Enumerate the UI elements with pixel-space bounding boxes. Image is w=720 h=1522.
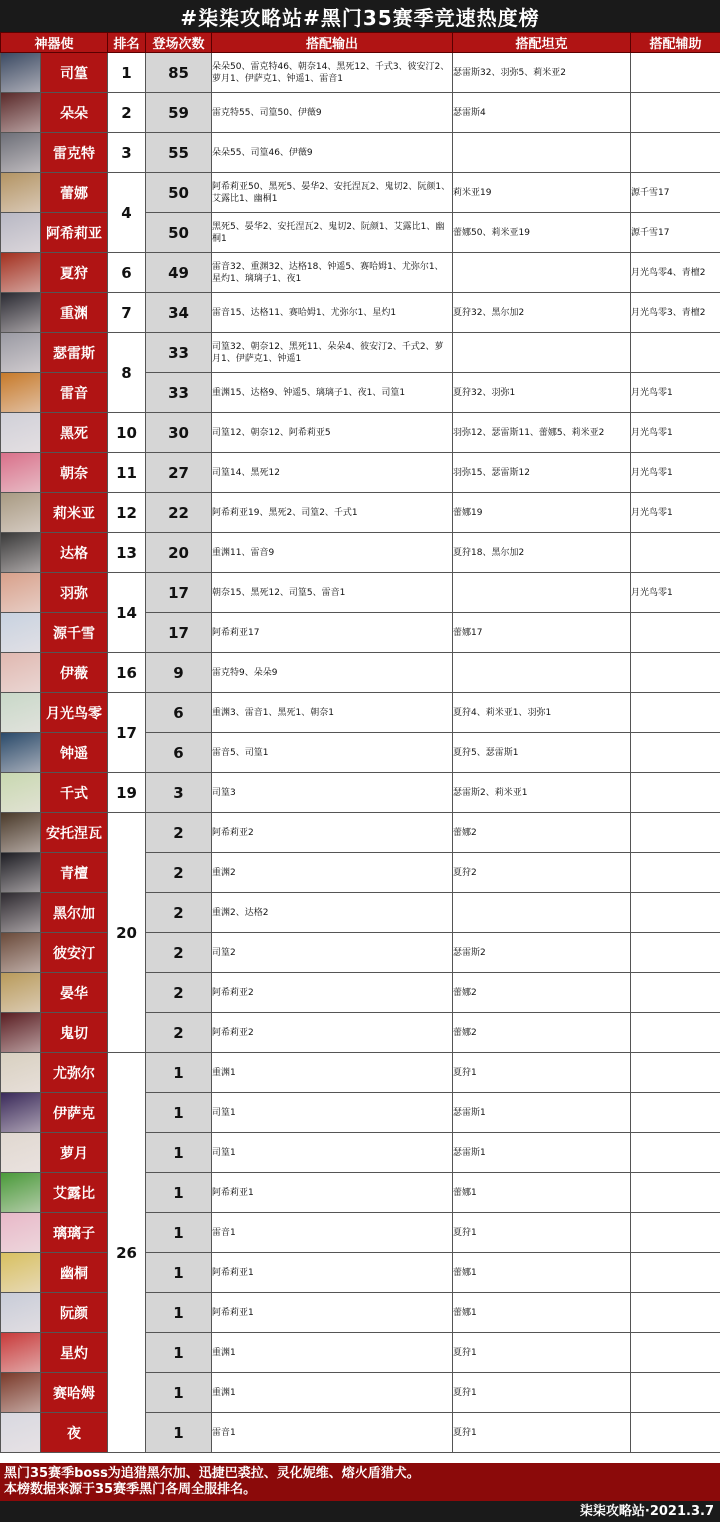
appearance-count: 27 (146, 453, 212, 493)
support-partners (631, 773, 720, 813)
dps-partners: 司篁12、朝奈12、阿希莉亚5 (212, 413, 453, 453)
tank-partners (453, 133, 631, 173)
tank-partners: 羽弥12、瑟雷斯11、蕾娜5、莉米亚2 (453, 413, 631, 453)
appearance-count: 1 (146, 1173, 212, 1213)
appearance-count: 1 (146, 1133, 212, 1173)
character-name: 源千雪 (41, 613, 108, 653)
dps-partners: 雷音1 (212, 1413, 453, 1453)
rank-number: 10 (108, 413, 146, 453)
table-row (1, 693, 720, 733)
avatar-portrait-icon (1, 533, 41, 572)
tank-partners: 羽弥15、瑟雷斯12 (453, 453, 631, 493)
footer-note (0, 1463, 720, 1501)
ranking-table (0, 32, 720, 1453)
avatar-portrait-icon (1, 573, 41, 612)
appearance-count: 59 (146, 93, 212, 133)
avatar-portrait-icon (1, 213, 41, 252)
avatar-portrait-icon (1, 773, 41, 812)
dps-partners: 司篁3 (212, 773, 453, 813)
support-partners (631, 133, 720, 173)
support-partners (631, 1013, 720, 1053)
appearance-count: 50 (146, 213, 212, 253)
support-partners (631, 1373, 720, 1413)
table-row (1, 453, 720, 493)
character-name: 朵朵 (41, 93, 108, 133)
tank-partners: 蕾娜1 (453, 1253, 631, 1293)
appearance-count: 9 (146, 653, 212, 693)
tank-partners: 蕾娜2 (453, 1013, 631, 1053)
tank-partners: 蕾娜50、莉米亚19 (453, 213, 631, 253)
support-partners (631, 533, 720, 573)
character-name: 彼安汀 (41, 933, 108, 973)
appearance-count: 1 (146, 1053, 212, 1093)
support-partners (631, 893, 720, 933)
avatar-portrait-icon (1, 1093, 41, 1132)
avatar (1, 693, 41, 733)
page-title: #柒柒攻略站#黑门35赛季竞速热度榜 (0, 0, 720, 32)
appearance-count: 1 (146, 1293, 212, 1333)
header-rank: 排名 (108, 33, 146, 53)
character-name: 赛哈姆 (41, 1373, 108, 1413)
avatar (1, 1053, 41, 1093)
support-partners (631, 853, 720, 893)
avatar-portrait-icon (1, 1253, 41, 1292)
support-partners: 月光鸟零1 (631, 453, 720, 493)
avatar (1, 333, 41, 373)
avatar-portrait-icon (1, 1173, 41, 1212)
table-header-row (1, 33, 720, 53)
character-name: 艾露比 (41, 1173, 108, 1213)
dps-partners: 司篁32、朝奈12、黑死11、朵朵4、彼安汀2、千式2、萝月1、伊萨克1、钟遥1 (212, 333, 453, 373)
avatar-portrait-icon (1, 333, 41, 372)
dps-partners: 雷音32、重渊32、达格18、钟遥5、赛哈姆1、尤弥尔1、星灼1、璃璃子1、夜1 (212, 253, 453, 293)
support-partners: 月光鸟零3、青檀2 (631, 293, 720, 333)
tank-partners: 蕾娜2 (453, 813, 631, 853)
dps-partners: 阿希莉亚1 (212, 1293, 453, 1333)
support-partners (631, 973, 720, 1013)
character-name: 莉米亚 (41, 493, 108, 533)
support-partners (631, 1333, 720, 1373)
appearance-count: 1 (146, 1213, 212, 1253)
dps-partners: 司篁1 (212, 1093, 453, 1133)
avatar-portrait-icon (1, 453, 41, 492)
dps-partners: 雷克特55、司篁50、伊薇9 (212, 93, 453, 133)
avatar (1, 1013, 41, 1053)
dps-partners: 阿希莉亚2 (212, 813, 453, 853)
rank-number: 14 (108, 573, 146, 653)
support-partners: 月光鸟零1 (631, 493, 720, 533)
table-row (1, 293, 720, 333)
tank-partners (453, 893, 631, 933)
tank-partners: 夏狩1 (453, 1053, 631, 1093)
character-name: 夜 (41, 1413, 108, 1453)
appearance-count: 1 (146, 1413, 212, 1453)
avatar (1, 373, 41, 413)
table-row (1, 573, 720, 613)
support-partners (631, 93, 720, 133)
character-name: 黑死 (41, 413, 108, 453)
dps-partners: 司篁14、黑死12 (212, 453, 453, 493)
support-partners (631, 653, 720, 693)
character-name: 重渊 (41, 293, 108, 333)
support-partners (631, 1093, 720, 1133)
tank-partners (453, 333, 631, 373)
character-name: 鬼切 (41, 1013, 108, 1053)
appearance-count: 6 (146, 693, 212, 733)
appearance-count: 1 (146, 1093, 212, 1133)
support-partners (631, 1173, 720, 1213)
avatar (1, 1413, 41, 1453)
avatar-portrait-icon (1, 93, 41, 132)
dps-partners: 朝奈15、黑死12、司篁5、雷音1 (212, 573, 453, 613)
credit-text: 柒柒攻略站·2021.3.7 (0, 1501, 720, 1522)
appearance-count: 17 (146, 613, 212, 653)
table-row (1, 533, 720, 573)
table-row (1, 413, 720, 453)
avatar-portrait-icon (1, 1213, 41, 1252)
tank-partners: 夏狩1 (453, 1373, 631, 1413)
rank-number: 11 (108, 453, 146, 493)
support-partners (631, 1213, 720, 1253)
dps-partners: 重渊3、雷音1、黑死1、朝奈1 (212, 693, 453, 733)
dps-partners: 黑死5、晏华2、安托涅瓦2、鬼切2、阮颜1、艾露比1、幽桐1 (212, 213, 453, 253)
rank-number: 3 (108, 133, 146, 173)
dps-partners: 阿希莉亚50、黑死5、晏华2、安托涅瓦2、鬼切2、阮颜1、艾露比1、幽桐1 (212, 173, 453, 213)
dps-partners: 阿希莉亚2 (212, 973, 453, 1013)
support-partners (631, 1133, 720, 1173)
table-row (1, 493, 720, 533)
avatar-portrait-icon (1, 1053, 41, 1092)
avatar (1, 1253, 41, 1293)
avatar-portrait-icon (1, 53, 41, 92)
character-name: 萝月 (41, 1133, 108, 1173)
tank-partners: 夏狩1 (453, 1213, 631, 1253)
avatar-portrait-icon (1, 1013, 41, 1052)
rank-number: 19 (108, 773, 146, 813)
dps-partners: 阿希莉亚19、黑死2、司篁2、千式1 (212, 493, 453, 533)
tank-partners (453, 573, 631, 613)
avatar (1, 533, 41, 573)
character-name: 阿希莉亚 (41, 213, 108, 253)
tank-partners: 夏狩1 (453, 1413, 631, 1453)
avatar-portrait-icon (1, 653, 41, 692)
avatar-portrait-icon (1, 613, 41, 652)
avatar-portrait-icon (1, 493, 41, 532)
avatar (1, 293, 41, 333)
avatar-portrait-icon (1, 293, 41, 332)
appearance-count: 2 (146, 973, 212, 1013)
tank-partners: 夏狩32、黑尔加2 (453, 293, 631, 333)
header-support: 搭配辅助 (631, 33, 720, 53)
avatar (1, 1373, 41, 1413)
tank-partners: 夏狩2 (453, 853, 631, 893)
tank-partners: 瑟雷斯4 (453, 93, 631, 133)
avatar (1, 413, 41, 453)
header-dps: 搭配输出 (212, 33, 453, 53)
support-partners (631, 733, 720, 773)
rank-number: 2 (108, 93, 146, 133)
character-name: 羽弥 (41, 573, 108, 613)
character-name: 青檀 (41, 853, 108, 893)
avatar-portrait-icon (1, 1333, 41, 1372)
dps-partners: 雷克特9、朵朵9 (212, 653, 453, 693)
avatar-portrait-icon (1, 373, 41, 412)
table-row (1, 173, 720, 213)
avatar-portrait-icon (1, 853, 41, 892)
table-row (1, 653, 720, 693)
character-name: 伊萨克 (41, 1093, 108, 1133)
dps-partners: 重渊11、雷音9 (212, 533, 453, 573)
avatar (1, 733, 41, 773)
avatar-portrait-icon (1, 413, 41, 452)
tank-partners: 夏狩4、莉米亚1、羽弥1 (453, 693, 631, 733)
avatar-portrait-icon (1, 173, 41, 212)
tank-partners: 瑟雷斯1 (453, 1133, 631, 1173)
character-name: 雷音 (41, 373, 108, 413)
tank-partners: 瑟雷斯1 (453, 1093, 631, 1133)
dps-partners: 阿希莉亚17 (212, 613, 453, 653)
appearance-count: 2 (146, 893, 212, 933)
tank-partners: 蕾娜1 (453, 1293, 631, 1333)
tank-partners: 夏狩18、黑尔加2 (453, 533, 631, 573)
table-row (1, 1053, 720, 1093)
avatar (1, 1333, 41, 1373)
dps-partners: 重渊15、达格9、钟遥5、璃璃子1、夜1、司篁1 (212, 373, 453, 413)
character-name: 朝奈 (41, 453, 108, 493)
table-row (1, 813, 720, 853)
tank-partners: 蕾娜2 (453, 973, 631, 1013)
table-body (1, 53, 720, 1453)
avatar-portrait-icon (1, 133, 41, 172)
avatar-portrait-icon (1, 1413, 41, 1452)
support-partners: 月光鸟零1 (631, 373, 720, 413)
tank-partners: 夏狩1 (453, 1333, 631, 1373)
avatar (1, 573, 41, 613)
rank-number: 16 (108, 653, 146, 693)
rank-number: 8 (108, 333, 146, 413)
support-partners: 源千雪17 (631, 173, 720, 213)
tank-partners (453, 653, 631, 693)
tank-partners: 夏狩5、瑟雷斯1 (453, 733, 631, 773)
appearance-count: 49 (146, 253, 212, 293)
appearance-count: 17 (146, 573, 212, 613)
dps-partners: 雷音15、达格11、赛哈姆1、尤弥尔1、星灼1 (212, 293, 453, 333)
character-name: 安托涅瓦 (41, 813, 108, 853)
appearance-count: 33 (146, 333, 212, 373)
avatar (1, 1293, 41, 1333)
appearance-count: 1 (146, 1253, 212, 1293)
avatar (1, 453, 41, 493)
appearance-count: 85 (146, 53, 212, 93)
appearance-count: 55 (146, 133, 212, 173)
appearance-count: 1 (146, 1373, 212, 1413)
support-partners: 月光鸟零4、青檀2 (631, 253, 720, 293)
appearance-count: 6 (146, 733, 212, 773)
rank-number: 6 (108, 253, 146, 293)
header-tank: 搭配坦克 (453, 33, 631, 53)
dps-partners: 重渊2 (212, 853, 453, 893)
support-partners: 源千雪17 (631, 213, 720, 253)
tank-partners: 蕾娜1 (453, 1173, 631, 1213)
dps-partners: 重渊2、达格2 (212, 893, 453, 933)
support-partners (631, 53, 720, 93)
avatar-portrait-icon (1, 253, 41, 292)
dps-partners: 雷音5、司篁1 (212, 733, 453, 773)
dps-partners: 重渊1 (212, 1053, 453, 1093)
header-character: 神器使 (1, 33, 108, 53)
character-name: 星灼 (41, 1333, 108, 1373)
tank-partners: 莉米亚19 (453, 173, 631, 213)
dps-partners: 阿希莉亚1 (212, 1173, 453, 1213)
appearance-count: 3 (146, 773, 212, 813)
appearance-count: 33 (146, 373, 212, 413)
appearance-count: 22 (146, 493, 212, 533)
dps-partners: 重渊1 (212, 1333, 453, 1373)
avatar-portrait-icon (1, 893, 41, 932)
table-row (1, 773, 720, 813)
support-partners (631, 1293, 720, 1333)
dps-partners: 司篁1 (212, 1133, 453, 1173)
tank-partners: 夏狩32、羽弥1 (453, 373, 631, 413)
appearance-count: 2 (146, 813, 212, 853)
character-name: 司篁 (41, 53, 108, 93)
appearance-count: 50 (146, 173, 212, 213)
avatar-portrait-icon (1, 693, 41, 732)
support-partners (631, 333, 720, 373)
character-name: 达格 (41, 533, 108, 573)
tank-partners: 瑟雷斯2、莉米亚1 (453, 773, 631, 813)
avatar-portrait-icon (1, 1373, 41, 1412)
appearance-count: 2 (146, 1013, 212, 1053)
support-partners (631, 1253, 720, 1293)
rank-number: 7 (108, 293, 146, 333)
rank-number: 12 (108, 493, 146, 533)
support-partners (631, 1053, 720, 1093)
tank-partners: 蕾娜17 (453, 613, 631, 653)
rank-number: 26 (108, 1053, 146, 1453)
table-row (1, 333, 720, 373)
header-count: 登场次数 (146, 33, 212, 53)
character-name: 黑尔加 (41, 893, 108, 933)
avatar-portrait-icon (1, 933, 41, 972)
avatar (1, 493, 41, 533)
avatar-portrait-icon (1, 733, 41, 772)
appearance-count: 34 (146, 293, 212, 333)
character-name: 月光鸟零 (41, 693, 108, 733)
support-partners (631, 933, 720, 973)
footer-line-boss: 黑门35赛季boss为追猎黑尔加、迅捷巴裘拉、灵化妮维、熔火盾猎犬。 (4, 1466, 420, 1481)
avatar-portrait-icon (1, 1133, 41, 1172)
avatar (1, 853, 41, 893)
character-name: 阮颜 (41, 1293, 108, 1333)
rank-number: 1 (108, 53, 146, 93)
character-name: 尤弥尔 (41, 1053, 108, 1093)
appearance-count: 1 (146, 1333, 212, 1373)
table-row (1, 53, 720, 93)
rank-number: 20 (108, 813, 146, 1053)
avatar (1, 613, 41, 653)
avatar (1, 973, 41, 1013)
avatar (1, 773, 41, 813)
avatar (1, 1213, 41, 1253)
dps-partners: 雷音1 (212, 1213, 453, 1253)
table-row (1, 133, 720, 173)
dps-partners: 朵朵55、司篁46、伊薇9 (212, 133, 453, 173)
table-row (1, 253, 720, 293)
support-partners (631, 813, 720, 853)
avatar (1, 133, 41, 173)
character-name: 千式 (41, 773, 108, 813)
dps-partners: 阿希莉亚2 (212, 1013, 453, 1053)
rank-number: 17 (108, 693, 146, 773)
tank-partners (453, 253, 631, 293)
appearance-count: 30 (146, 413, 212, 453)
avatar (1, 1093, 41, 1133)
avatar-portrait-icon (1, 973, 41, 1012)
character-name: 夏狩 (41, 253, 108, 293)
avatar (1, 933, 41, 973)
character-name: 璃璃子 (41, 1213, 108, 1253)
character-name: 钟遥 (41, 733, 108, 773)
avatar (1, 173, 41, 213)
avatar (1, 93, 41, 133)
avatar (1, 813, 41, 853)
table-row (1, 93, 720, 133)
support-partners: 月光鸟零1 (631, 573, 720, 613)
tank-partners: 瑟雷斯2 (453, 933, 631, 973)
character-name: 晏华 (41, 973, 108, 1013)
character-name: 伊薇 (41, 653, 108, 693)
avatar-portrait-icon (1, 813, 41, 852)
avatar (1, 1173, 41, 1213)
avatar (1, 893, 41, 933)
support-partners (631, 693, 720, 733)
avatar (1, 1133, 41, 1173)
appearance-count: 2 (146, 853, 212, 893)
support-partners: 月光鸟零1 (631, 413, 720, 453)
support-partners (631, 1413, 720, 1453)
dps-partners: 司篁2 (212, 933, 453, 973)
character-name: 雷克特 (41, 133, 108, 173)
appearance-count: 20 (146, 533, 212, 573)
character-name: 幽桐 (41, 1253, 108, 1293)
dps-partners: 朵朵50、雷克特46、朝奈14、黑死12、千式3、彼安汀2、萝月1、伊萨克1、钟遥1、雷音1 (212, 53, 453, 93)
tank-partners: 瑟雷斯32、羽弥5、莉米亚2 (453, 53, 631, 93)
avatar (1, 213, 41, 253)
rank-number: 13 (108, 533, 146, 573)
avatar (1, 253, 41, 293)
footer-line-source: 本榜数据来源于35赛季黑门各周全服排名。 (4, 1482, 257, 1497)
avatar-portrait-icon (1, 1293, 41, 1332)
avatar (1, 53, 41, 93)
character-name: 瑟雷斯 (41, 333, 108, 373)
rank-number: 4 (108, 173, 146, 253)
dps-partners: 阿希莉亚1 (212, 1253, 453, 1293)
support-partners (631, 613, 720, 653)
tank-partners: 蕾娜19 (453, 493, 631, 533)
avatar (1, 653, 41, 693)
character-name: 蕾娜 (41, 173, 108, 213)
dps-partners: 重渊1 (212, 1373, 453, 1413)
appearance-count: 2 (146, 933, 212, 973)
